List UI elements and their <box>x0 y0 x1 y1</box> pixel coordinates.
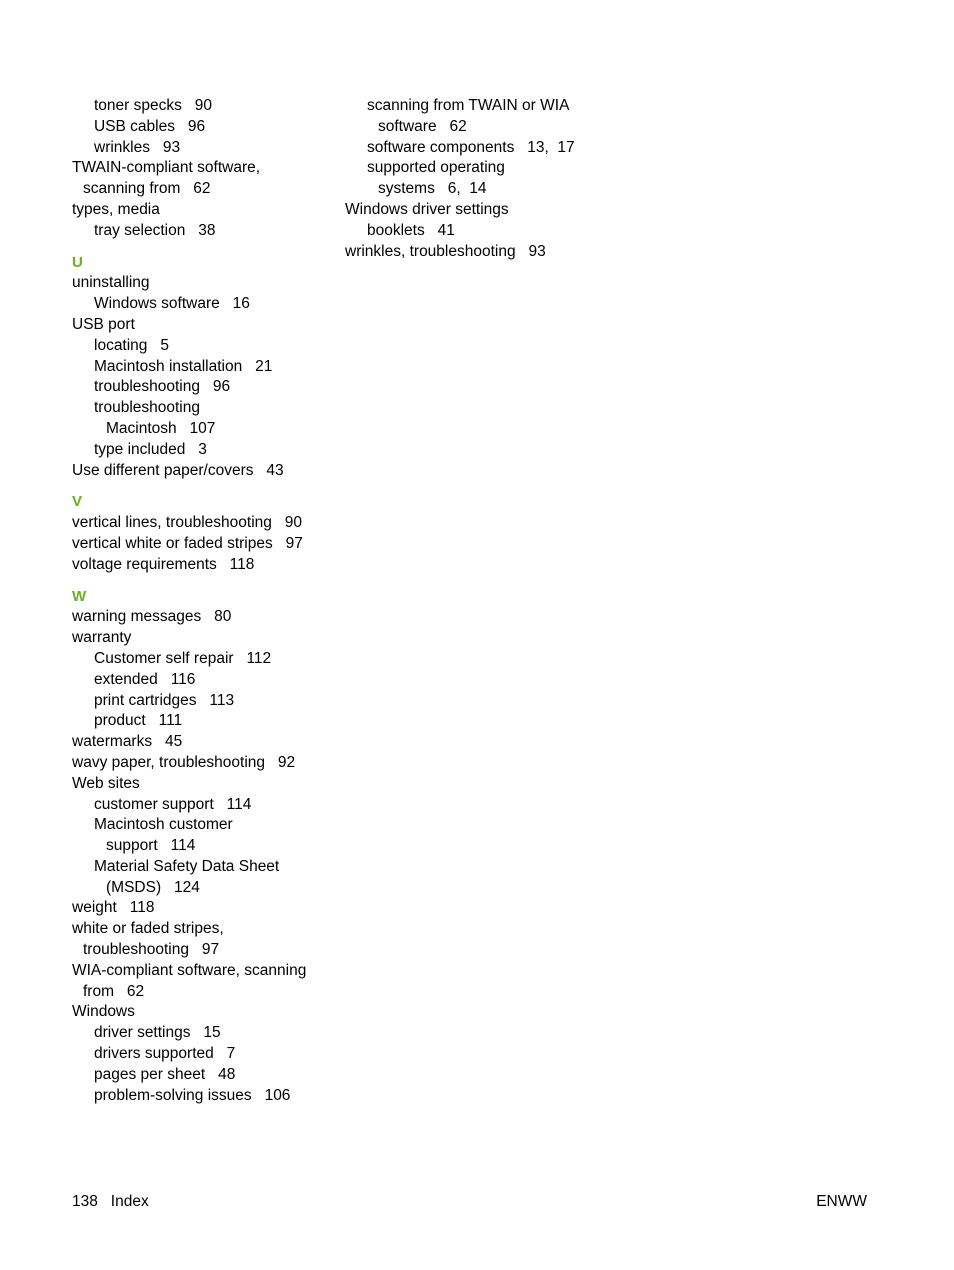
index-entry: scanning from TWAIN or WIA <box>367 97 570 114</box>
index-entry: software components 13, 17 <box>367 138 575 156</box>
index-entry: Macintosh customer <box>94 816 233 834</box>
index-entry: drivers supported 7 <box>94 1045 236 1063</box>
index-entry: types, media <box>72 200 160 218</box>
index-entry: warning messages 80 <box>72 608 232 626</box>
index-entry: product 111 <box>94 712 183 730</box>
index-entry: extended 116 <box>94 670 196 688</box>
index-entry-continuation: systems 6, 14 <box>378 180 487 198</box>
index-entry: troubleshooting <box>94 399 200 417</box>
section-letter-u: U <box>72 253 83 271</box>
index-entry-continuation: (MSDS) 124 <box>106 878 200 896</box>
index-entry: locating 5 <box>94 336 169 354</box>
index-entry: customer support 114 <box>94 795 252 813</box>
index-entry-continuation: troubleshooting 97 <box>83 941 220 959</box>
index-entry: wavy paper, troubleshooting 92 <box>72 753 296 771</box>
index-entry: problem-solving issues 106 <box>94 1086 291 1104</box>
index-entry: vertical lines, troubleshooting 90 <box>72 514 303 532</box>
index-entry-continuation: software 62 <box>378 117 467 135</box>
index-entry: warranty <box>72 629 132 647</box>
index-entry: USB cables 96 <box>94 117 206 135</box>
index-entry: Windows <box>72 1003 135 1021</box>
section-letter-v: V <box>72 493 83 511</box>
index-entry: Windows driver settings <box>345 200 509 218</box>
index-entry: uninstalling <box>72 274 150 292</box>
index-column-right <box>345 96 605 262</box>
index-column-left <box>72 96 332 1106</box>
index-entry: troubleshooting 96 <box>94 378 231 396</box>
index-entry: voltage requirements 118 <box>72 555 255 573</box>
section-letter-w: W <box>72 587 87 605</box>
index-entry: toner specks 90 <box>94 97 213 114</box>
page-footer-right: ENWW <box>816 1193 867 1210</box>
index-entry: Web sites <box>72 774 140 792</box>
index-entry: WIA-compliant software, scanning <box>72 961 307 979</box>
index-entry: white or faded stripes, <box>72 920 224 938</box>
index-entry: Material Safety Data Sheet <box>94 857 280 875</box>
index-entry: vertical white or faded stripes 97 <box>72 534 303 552</box>
index-entry: Macintosh 107 <box>106 419 216 437</box>
index-entry: Use different paper/covers 43 <box>72 461 284 479</box>
index-entry-continuation: support 114 <box>106 837 196 855</box>
index-entry: USB port <box>72 315 135 333</box>
index-entry: print cartridges 113 <box>94 691 235 709</box>
index-entry: tray selection 38 <box>94 221 216 239</box>
index-entry-continuation: booklets 41 <box>367 221 455 239</box>
index-entry: wrinkles 93 <box>94 138 181 156</box>
index-entry: Macintosh installation 21 <box>94 357 273 375</box>
index-entry: pages per sheet 48 <box>94 1065 236 1083</box>
index-entry: weight 118 <box>72 899 155 917</box>
index-entry: Windows software 16 <box>94 295 250 313</box>
index-entry: Customer self repair 112 <box>94 649 272 667</box>
index-entry: supported operating <box>367 159 505 177</box>
index-entry: driver settings 15 <box>94 1024 221 1042</box>
index-entry: wrinkles, troubleshooting 93 <box>345 242 546 260</box>
index-entry: type included 3 <box>94 440 207 458</box>
index-entry: watermarks 45 <box>72 733 183 751</box>
index-entry-continuation: scanning from 62 <box>83 180 211 198</box>
index-entry: TWAIN-compliant software, <box>72 159 261 177</box>
index-entry-continuation: from 62 <box>83 982 145 1000</box>
page-footer-left: 138 Index <box>72 1193 149 1210</box>
